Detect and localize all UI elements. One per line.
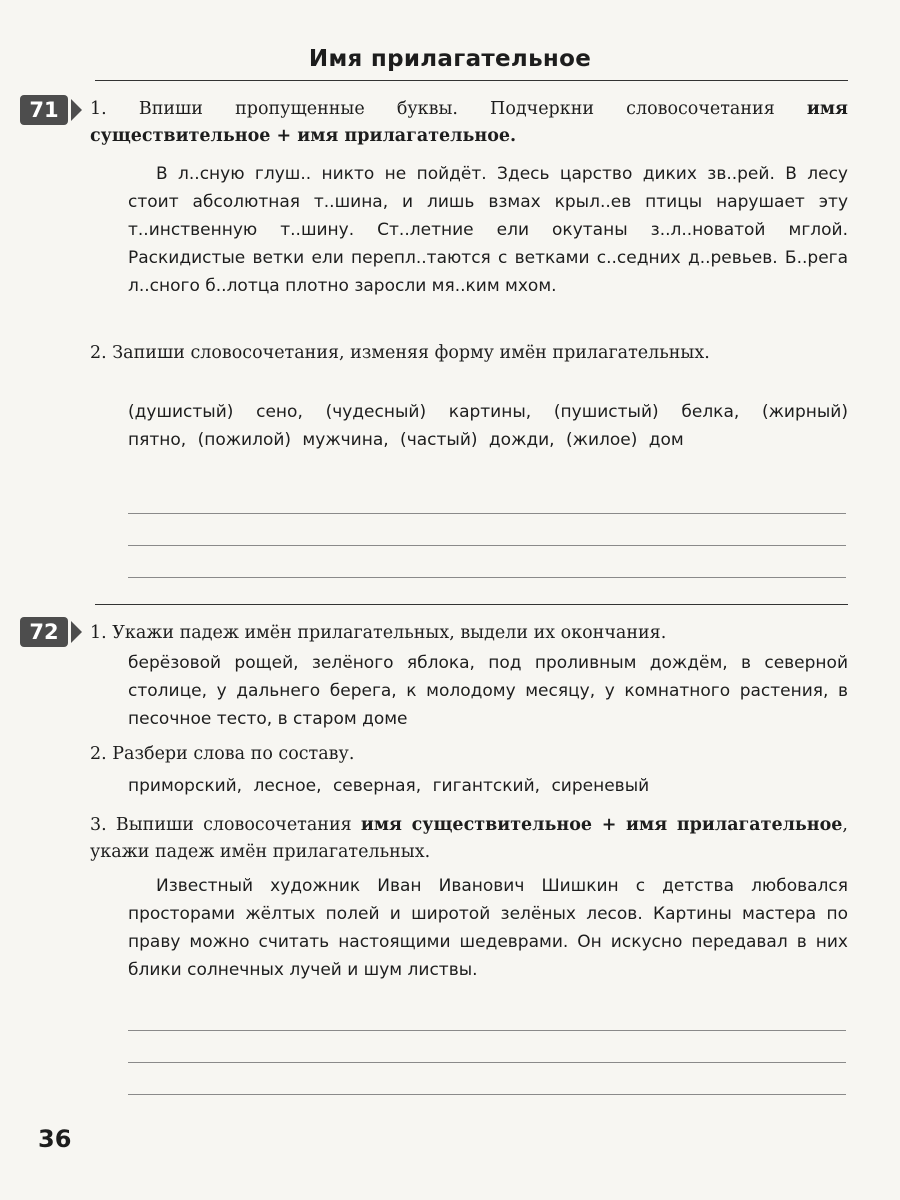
task-emphasis: имя существительное + имя прилагательное: [360, 815, 843, 835]
answer-line[interactable]: [128, 545, 846, 546]
task-number: 1.: [90, 623, 107, 643]
task-text: Впиши пропущенные буквы. Подчеркни словосочетания: [138, 99, 775, 119]
answer-line[interactable]: [128, 1062, 846, 1063]
task-text: Запиши словосочетания, изменяя форму имён прилагательных.: [112, 343, 710, 363]
page-number: 36: [38, 1125, 72, 1153]
task-text: Разбери слова по составу.: [112, 744, 355, 764]
exercise-72-task-1: [90, 620, 848, 647]
task-number: 2.: [90, 744, 107, 764]
section-divider: [95, 604, 848, 605]
exercise-72-phrase-list: берёзовой рощей, зелёного яблока, под проливным дождём, в северной столице, у дальнего берега, к молодому месяцу, у комнатного растения, в песочное тесто, в старом доме: [128, 653, 848, 729]
task-number: 1.: [90, 99, 107, 119]
exercise-72-passage: Известный художник Иван Иванович Шишкин с детства любовался просторами жёлтых полей и широтой зелёных лесов. Картины мастера по праву можно считать настоящими шедеврами. Он искусно передавал в них блики солнечных лучей и шум листвы.: [128, 876, 848, 980]
task-number: 3.: [90, 815, 107, 835]
exercise-71-task-2: [90, 340, 848, 367]
exercise-72-word-list: приморский, лесное, северная, гигантский, сиреневый: [128, 776, 650, 796]
answer-line[interactable]: [128, 1094, 846, 1095]
page-title: Имя прилагательное: [308, 46, 592, 72]
task-number: 2.: [90, 343, 107, 363]
exercise-71-badge: 71: [20, 95, 68, 125]
task-text: , укажи падеж имён прилагательных.: [90, 815, 848, 862]
title-rule: [95, 80, 848, 81]
task-text: Укажи падеж имён прилагательных, выдели их окончания.: [112, 623, 667, 643]
exercise-72-task-2: [90, 741, 848, 768]
task-emphasis: имя существительное + имя прилагательное.: [90, 99, 848, 146]
exercise-72-badge: 72: [20, 617, 68, 647]
answer-line[interactable]: [128, 513, 846, 514]
exercise-71-passage: В л..сную глуш.. никто не пойдёт. Здесь царство диких зв..рей. В лесу стоит абсолютная т..шина, и лишь взмах крыл..ев птицы нарушает эту т..инственную т..шину. Ст..летние ели окутаны з..л..новатой мглой. Раскидистые ветки ели перепл..таются с ветками с..седних д..ревьев. Б..рега л..сного б..лотца плотно заросли мя..ким мхом.: [128, 164, 848, 296]
answer-line[interactable]: [128, 577, 846, 578]
exercise-71-word-list: (душистый) сено, (чудесный) картины, (пушистый) белка, (жирный) пятно, (пожилой) мужчина, (частый) дожди, (жилое) дом: [128, 402, 848, 450]
exercise-72-task-3: [90, 812, 848, 866]
task-text: Выпиши словосочетания: [115, 815, 352, 835]
exercise-71-task-1: [90, 96, 848, 150]
answer-line[interactable]: [128, 1030, 846, 1031]
